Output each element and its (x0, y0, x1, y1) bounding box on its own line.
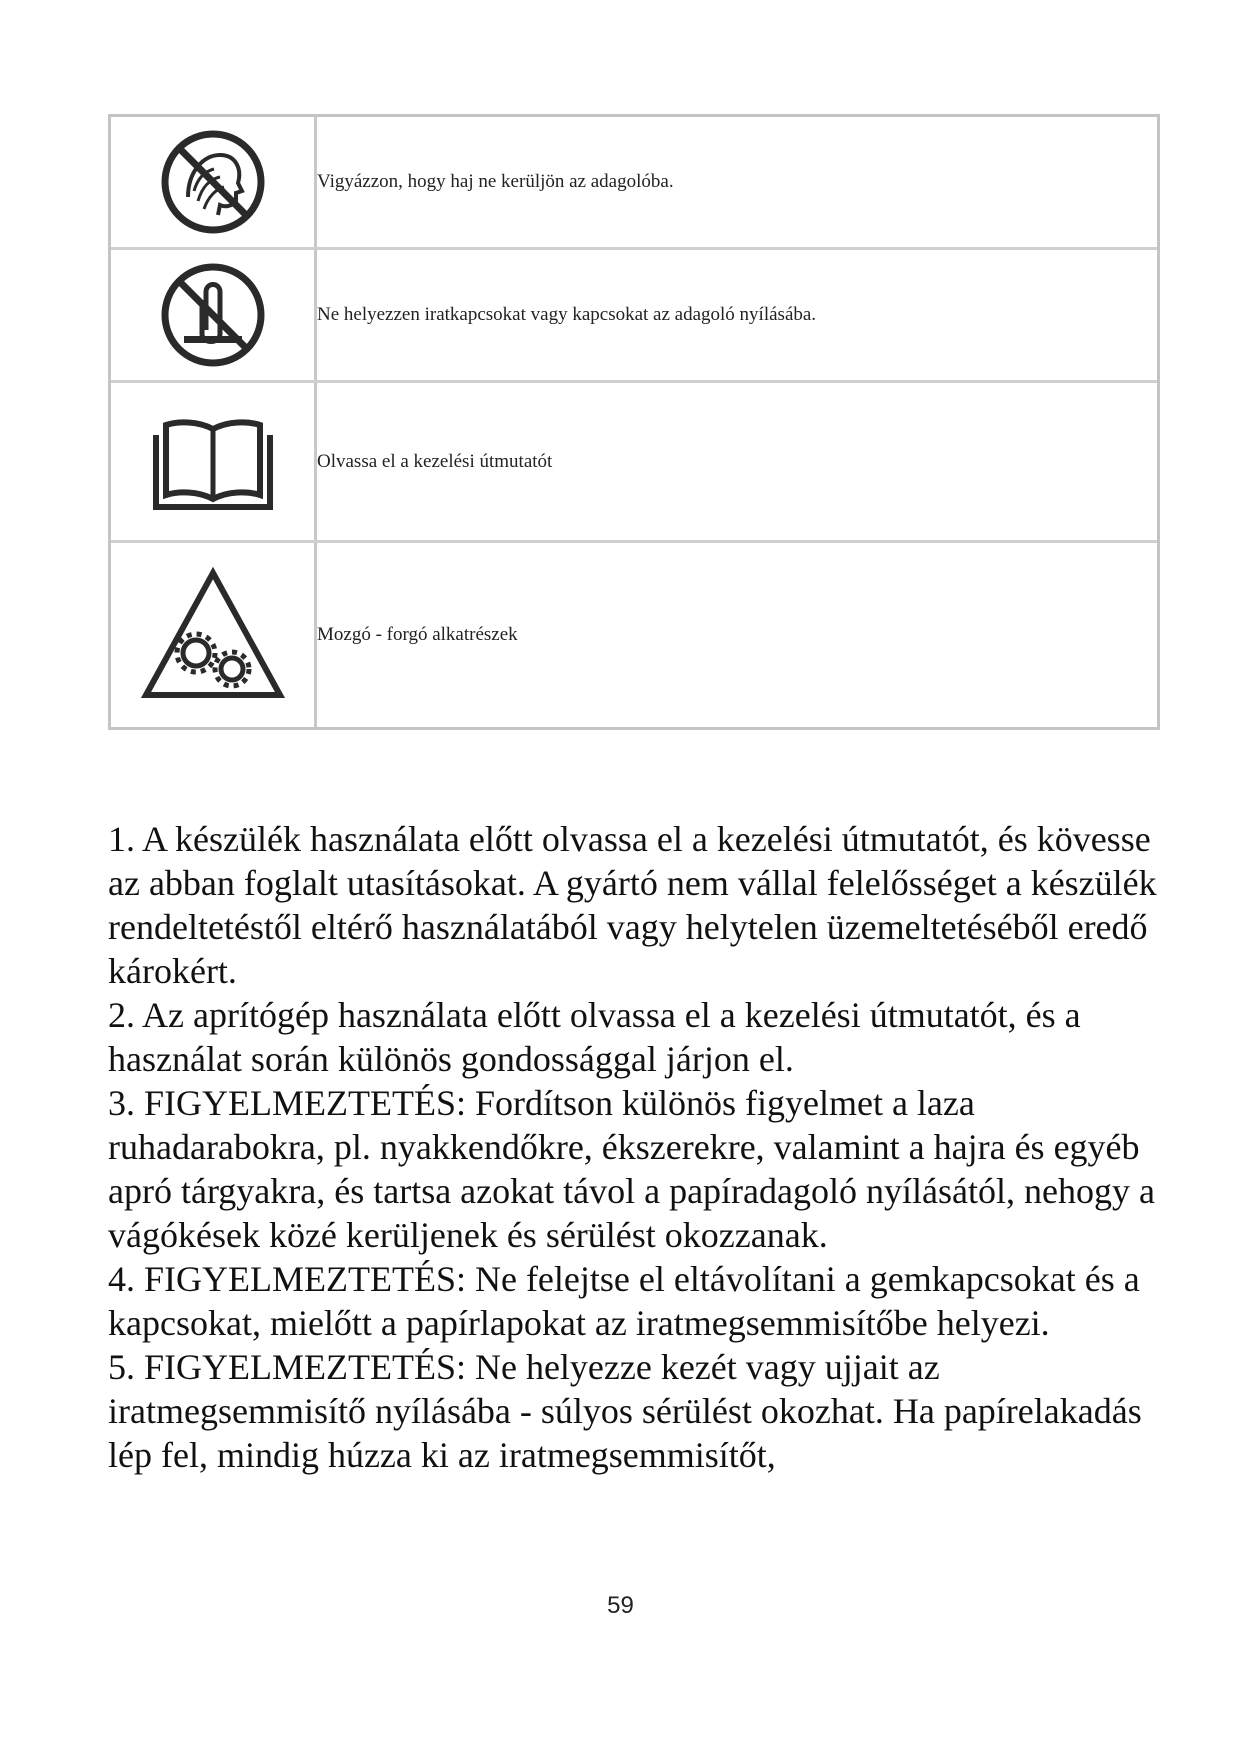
instruction-item: 3. FIGYELMEZTETÉS: Fordítson különös figyelmet a laza ruhadarabokra, pl. nyakkendőkre, ékszerekre, valamint a hajra és egyéb apró tárgyakra, és tartsa azokat távol a papíradagoló nyílásától, nehogy a vágókések közé kerüljenek és sérülést okozzanak. (108, 1083, 1155, 1255)
moving-parts-warning-icon (138, 565, 288, 705)
symbol-table (108, 114, 1160, 730)
symbol-icon-cell (111, 250, 317, 380)
read-manual-icon (148, 407, 278, 517)
symbol-row-no-hair (111, 117, 1157, 250)
symbol-row-moving-parts (111, 543, 1157, 727)
no-hair-icon (158, 127, 268, 237)
symbol-text-cell (317, 383, 1157, 540)
symbol-text: Mozgó - forgó alkatrészek (317, 624, 518, 645)
symbol-text: Olvassa el a kezelési útmutatót (317, 450, 553, 472)
instruction-item: 2. Az aprítógép használata előtt olvassa el a kezelési útmutatót, és a használat során különös gondossággal járjon el. (108, 995, 1081, 1079)
symbol-text: Ne helyezzen iratkapcsokat vagy kapcsokat az adagoló nyílásába. (317, 304, 817, 325)
symbol-icon-cell (111, 383, 317, 540)
instructions-list (108, 817, 1188, 1477)
symbol-text: Vigyázzon, hogy haj ne kerüljön az adagolóba. (317, 171, 674, 192)
symbol-icon-cell (111, 543, 317, 727)
symbol-icon-cell (111, 117, 317, 247)
symbol-text-cell (317, 117, 1157, 247)
instruction-item: 5. FIGYELMEZTETÉS: Ne helyezze kezét vagy ujjait az iratmegsemmisítő nyílásába - súlyos sérülést okozhat. Ha papírelakadás lép fel, mindig húzza ki az iratmegsemmisítőt, (108, 1347, 1142, 1475)
symbol-text-cell (317, 250, 1157, 380)
symbol-row-read-manual (111, 383, 1157, 543)
instruction-item: 1. A készülék használata előtt olvassa el a kezelési útmutatót, és kövesse az abban foglalt utasításokat. A gyártó nem vállal felelősséget a készülék rendeltetéstől eltérő használatából vagy helytelen üzemeltetéséből eredő károkért. (108, 819, 1157, 991)
instruction-item: 4. FIGYELMEZTETÉS: Ne felejtse el eltávolítani a gemkapcsokat és a kapcsokat, mielőtt a papírlapokat az iratmegsemmisítőbe helyezi. (108, 1259, 1140, 1343)
symbol-text-cell (317, 543, 1157, 727)
symbol-row-no-paperclip (111, 250, 1157, 383)
page-number: 59 (607, 1592, 634, 1619)
no-paperclip-icon (158, 260, 268, 370)
